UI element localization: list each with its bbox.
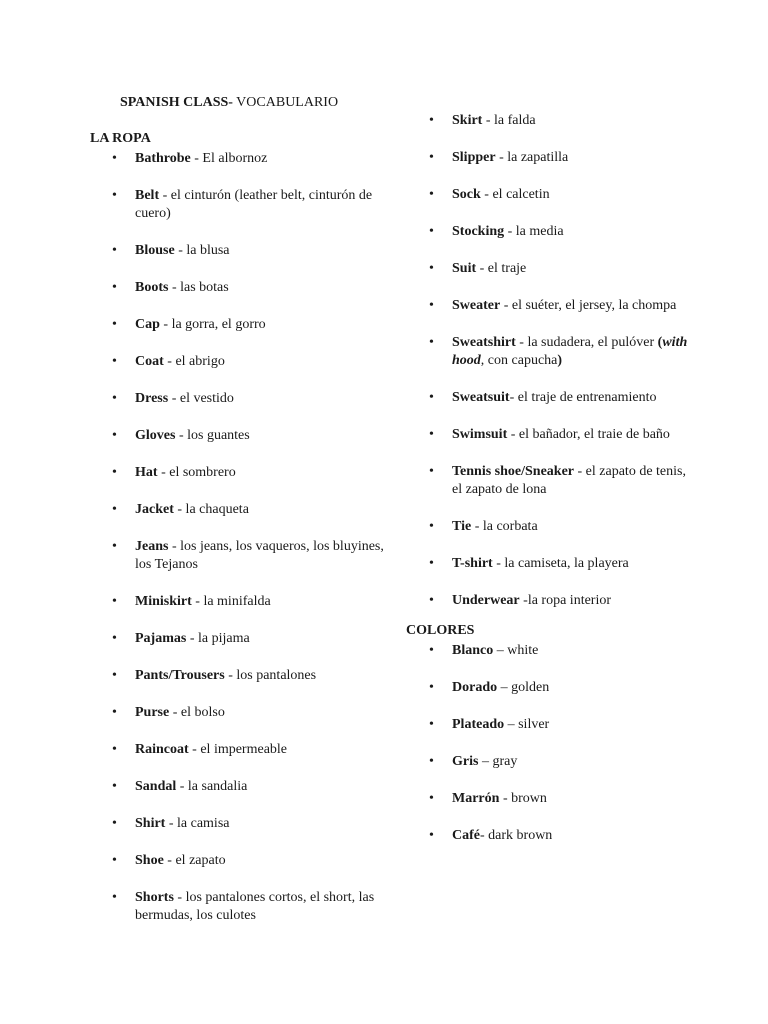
definition-paren-close: ) bbox=[557, 353, 563, 368]
title-bold: SPANISH CLASS- bbox=[120, 95, 233, 110]
vocab-term: Pants/Trousers bbox=[135, 668, 225, 683]
bullet-icon: • bbox=[112, 539, 117, 554]
bullet-icon: • bbox=[429, 519, 434, 534]
list-item bbox=[406, 642, 696, 660]
vocab-term: Dress bbox=[135, 391, 169, 406]
list-item bbox=[90, 427, 390, 445]
ropa-list-left bbox=[90, 150, 390, 925]
bullet-icon: • bbox=[112, 502, 117, 517]
vocab-definition: - el sombrero bbox=[157, 465, 236, 480]
vocab-definition: - la falda bbox=[482, 113, 536, 128]
vocab-definition: - el impermeable bbox=[188, 742, 288, 757]
bullet-icon: • bbox=[112, 742, 117, 757]
vocab-definition: - el abrigo bbox=[163, 354, 225, 369]
vocab-term: Cap bbox=[135, 317, 160, 332]
list-item bbox=[90, 279, 390, 297]
vocab-definition: – white bbox=[493, 643, 539, 658]
list-item bbox=[90, 538, 390, 574]
bullet-icon: • bbox=[112, 594, 117, 609]
bullet-icon: • bbox=[112, 243, 117, 258]
list-item bbox=[406, 334, 696, 370]
list-item bbox=[90, 593, 390, 611]
bullet-icon: • bbox=[429, 680, 434, 695]
vocab-term: T-shirt bbox=[452, 556, 493, 571]
vocab-term: Slipper bbox=[452, 150, 496, 165]
vocab-term: Sweatshirt bbox=[452, 335, 516, 350]
vocab-definition: – gray bbox=[478, 754, 518, 769]
section-heading-la-ropa: LA ROPA bbox=[90, 131, 151, 146]
vocab-definition: - el zapato bbox=[163, 853, 226, 868]
vocab-term: Gloves bbox=[135, 428, 176, 443]
vocab-term: Shoe bbox=[135, 853, 164, 868]
vocab-definition: - brown bbox=[499, 791, 547, 806]
vocab-term: Blanco bbox=[452, 643, 494, 658]
list-item bbox=[406, 592, 696, 610]
vocab-term: Sandal bbox=[135, 779, 177, 794]
bullet-icon: • bbox=[429, 298, 434, 313]
list-item bbox=[90, 464, 390, 482]
vocab-definition: - dark brown bbox=[480, 828, 553, 843]
bullet-icon: • bbox=[112, 853, 117, 868]
vocab-definition: - los jeans, los vaqueros, los bluyines, los Tejanos bbox=[135, 539, 384, 572]
vocab-definition: - los pantalones cortos, el short, las bermudas, los culotes bbox=[135, 890, 375, 923]
vocab-term: Bathrobe bbox=[135, 151, 191, 166]
list-item bbox=[90, 815, 390, 833]
list-item bbox=[90, 704, 390, 722]
list-item bbox=[406, 297, 696, 315]
vocab-definition: – silver bbox=[504, 717, 550, 732]
colores-list bbox=[406, 642, 696, 845]
list-item bbox=[90, 630, 390, 648]
title-rest: VOCABULARIO bbox=[232, 95, 339, 110]
bullet-icon: • bbox=[429, 828, 434, 843]
vocab-definition: - la chaqueta bbox=[173, 502, 249, 517]
bullet-icon: • bbox=[429, 593, 434, 608]
vocab-definition: - la blusa bbox=[174, 243, 230, 258]
bullet-icon: • bbox=[429, 113, 434, 128]
vocab-term: Shorts bbox=[135, 890, 174, 905]
vocab-definition: - los guantes bbox=[175, 428, 250, 443]
vocab-term: Dorado bbox=[452, 680, 498, 695]
list-item bbox=[406, 518, 696, 536]
list-item bbox=[406, 149, 696, 167]
vocab-definition: - El albornoz bbox=[190, 151, 268, 166]
vocab-definition: - la zapatilla bbox=[495, 150, 569, 165]
vocab-term: Plateado bbox=[452, 717, 505, 732]
list-item bbox=[406, 186, 696, 204]
list-item bbox=[90, 150, 390, 168]
bullet-icon: • bbox=[112, 428, 117, 443]
bullet-icon: • bbox=[112, 151, 117, 166]
list-item bbox=[90, 667, 390, 685]
vocab-term: Hat bbox=[135, 465, 158, 480]
bullet-icon: • bbox=[112, 317, 117, 332]
vocab-definition: - el bolso bbox=[169, 705, 225, 720]
vocab-definition: -la ropa interior bbox=[519, 593, 612, 608]
vocab-term: Jeans bbox=[135, 539, 169, 554]
vocab-definition: - el traje bbox=[476, 261, 527, 276]
vocab-term: Skirt bbox=[452, 113, 483, 128]
vocab-term: Boots bbox=[135, 280, 169, 295]
vocab-definition: - la minifalda bbox=[191, 594, 271, 609]
vocab-term: Raincoat bbox=[135, 742, 189, 757]
vocab-term: Suit bbox=[452, 261, 477, 276]
bullet-icon: • bbox=[429, 390, 434, 405]
vocab-term: Café bbox=[452, 828, 480, 843]
vocab-definition: - las botas bbox=[168, 280, 229, 295]
document-title bbox=[120, 94, 338, 112]
bullet-icon: • bbox=[112, 631, 117, 646]
vocab-definition: - la camisa bbox=[165, 816, 230, 831]
vocab-definition: - la sandalia bbox=[176, 779, 248, 794]
bullet-icon: • bbox=[429, 261, 434, 276]
list-item bbox=[90, 501, 390, 519]
vocab-definition: - los pantalones bbox=[224, 668, 317, 683]
list-item bbox=[90, 316, 390, 334]
left-column bbox=[90, 130, 390, 944]
list-item bbox=[406, 827, 696, 845]
bullet-icon: • bbox=[112, 668, 117, 683]
bullet-icon: • bbox=[429, 427, 434, 442]
vocab-definition: - la media bbox=[504, 224, 564, 239]
bullet-icon: • bbox=[429, 187, 434, 202]
vocab-definition: - el cinturón (leather belt, cinturón de cuero) bbox=[135, 188, 373, 221]
bullet-icon: • bbox=[429, 791, 434, 806]
vocab-term: Stocking bbox=[452, 224, 505, 239]
list-item bbox=[406, 679, 696, 697]
vocab-definition: - el traje de entrenamiento bbox=[509, 390, 657, 405]
list-item bbox=[406, 716, 696, 734]
bullet-icon: • bbox=[429, 643, 434, 658]
right-column bbox=[406, 112, 696, 864]
list-item bbox=[406, 463, 696, 499]
vocab-term: Miniskirt bbox=[135, 594, 192, 609]
list-item bbox=[406, 753, 696, 771]
vocab-term: Pajamas bbox=[135, 631, 187, 646]
vocab-definition: - el vestido bbox=[168, 391, 234, 406]
bullet-icon: • bbox=[112, 465, 117, 480]
vocab-term: Shirt bbox=[135, 816, 166, 831]
list-item bbox=[90, 778, 390, 796]
vocab-term: Sock bbox=[452, 187, 481, 202]
vocab-term: Underwear bbox=[452, 593, 520, 608]
vocab-term: Swimsuit bbox=[452, 427, 508, 442]
vocab-term: Sweater bbox=[452, 298, 501, 313]
bullet-icon: • bbox=[112, 890, 117, 905]
vocab-definition: - el suéter, el jersey, la chompa bbox=[500, 298, 677, 313]
vocab-term: Gris bbox=[452, 754, 479, 769]
vocab-definition: - el calcetin bbox=[480, 187, 550, 202]
vocab-definition: – golden bbox=[497, 680, 550, 695]
vocab-term: Blouse bbox=[135, 243, 175, 258]
list-item bbox=[406, 555, 696, 573]
list-item bbox=[90, 353, 390, 371]
list-item bbox=[406, 426, 696, 444]
list-item bbox=[90, 242, 390, 260]
bullet-icon: • bbox=[112, 354, 117, 369]
vocab-definition: - la camiseta, la playera bbox=[492, 556, 629, 571]
list-item bbox=[90, 741, 390, 759]
list-item bbox=[90, 187, 390, 223]
vocab-definition: - la pijama bbox=[186, 631, 250, 646]
vocab-definition: - la gorra, el gorro bbox=[159, 317, 266, 332]
vocab-term: Coat bbox=[135, 354, 164, 369]
bullet-icon: • bbox=[112, 779, 117, 794]
bullet-icon: • bbox=[429, 754, 434, 769]
vocab-term: Purse bbox=[135, 705, 170, 720]
bullet-icon: • bbox=[112, 816, 117, 831]
bullet-icon: • bbox=[112, 391, 117, 406]
vocab-definition: - el bañador, el traie de baño bbox=[507, 427, 670, 442]
definition-emphasis: with hood bbox=[452, 335, 688, 368]
bullet-icon: • bbox=[112, 705, 117, 720]
bullet-icon: • bbox=[429, 464, 434, 479]
bullet-icon: • bbox=[112, 280, 117, 295]
list-item bbox=[406, 223, 696, 241]
section-heading-colores: COLORES bbox=[406, 623, 475, 638]
vocab-definition: - el zapato de tenis, el zapato de lona bbox=[452, 464, 686, 497]
list-item bbox=[90, 390, 390, 408]
list-item bbox=[406, 389, 696, 407]
bullet-icon: • bbox=[429, 335, 434, 350]
definition-part: , con capucha bbox=[480, 353, 558, 368]
list-item bbox=[406, 112, 696, 130]
definition-part: - la sudadera, el pulóver bbox=[515, 335, 658, 350]
bullet-icon: • bbox=[429, 150, 434, 165]
bullet-icon: • bbox=[429, 224, 434, 239]
vocab-term: Jacket bbox=[135, 502, 174, 517]
vocab-definition: - la corbata bbox=[471, 519, 538, 534]
vocab-term: Sweatsuit bbox=[452, 390, 510, 405]
list-item bbox=[90, 852, 390, 870]
list-item bbox=[406, 260, 696, 278]
bullet-icon: • bbox=[429, 556, 434, 571]
vocab-term: Tie bbox=[452, 519, 472, 534]
definition-paren-open: ( bbox=[657, 335, 663, 350]
vocab-term: Tennis shoe/Sneaker bbox=[452, 464, 575, 479]
list-item bbox=[406, 790, 696, 808]
bullet-icon: • bbox=[112, 188, 117, 203]
bullet-icon: • bbox=[429, 717, 434, 732]
vocab-term: Belt bbox=[135, 188, 160, 203]
list-item bbox=[90, 889, 390, 925]
vocab-term: Marrón bbox=[452, 791, 500, 806]
ropa-list-right bbox=[406, 112, 696, 610]
